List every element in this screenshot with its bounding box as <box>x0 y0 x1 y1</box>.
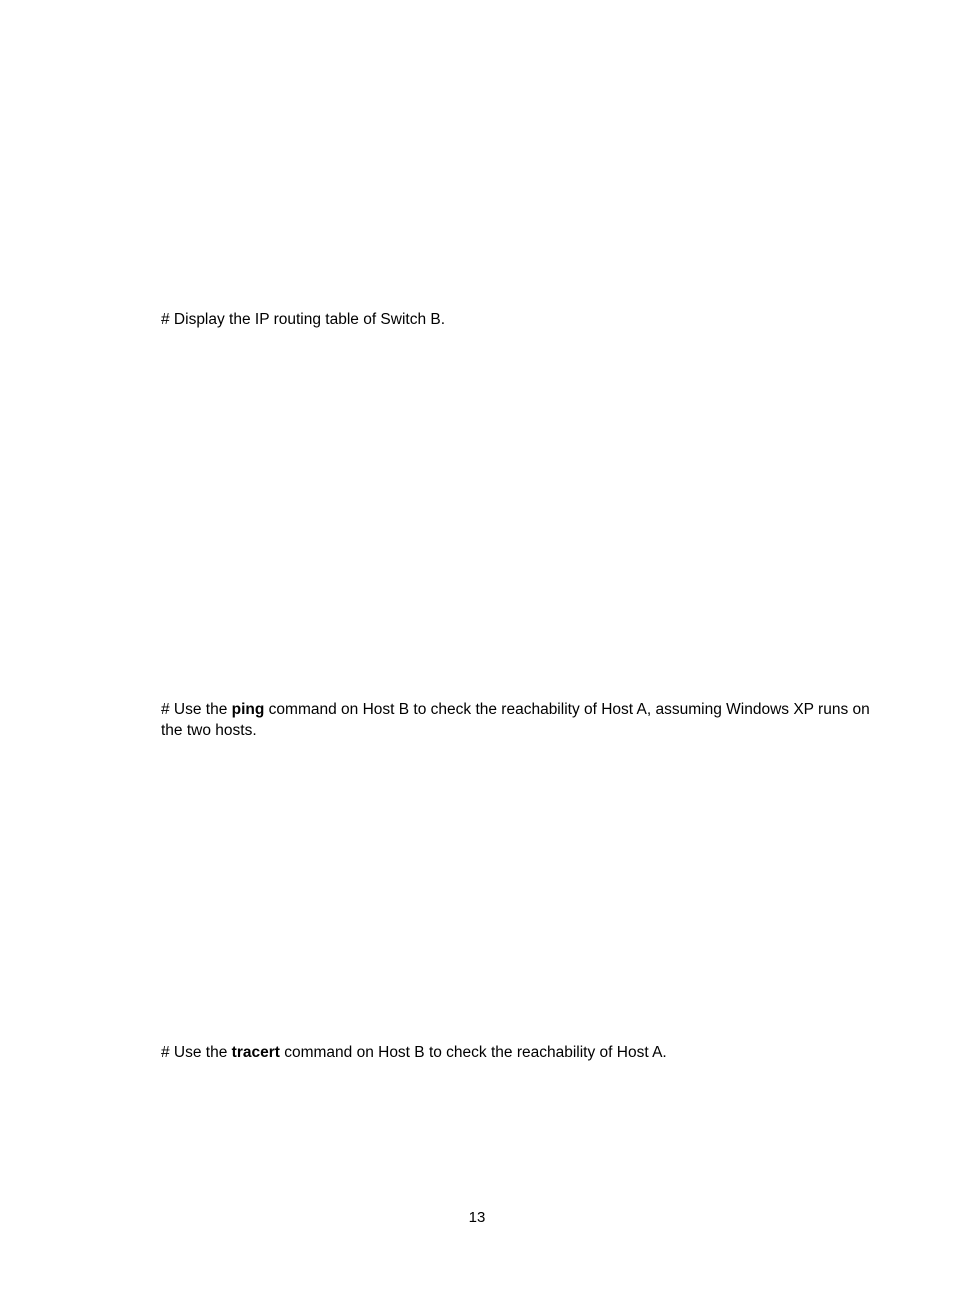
instruction-prefix: # Use the <box>161 701 232 718</box>
command-name-tracert: tracert <box>231 1044 280 1061</box>
instruction-suffix: command on Host B to check the reachability of Host A, assuming Windows XP runs on the two hosts. <box>161 701 870 739</box>
page-number: 13 <box>468 1209 486 1226</box>
instruction-prefix: # Use the <box>161 1044 232 1061</box>
instruction-tracert <box>161 1042 873 1063</box>
command-name-ping: ping <box>231 701 265 718</box>
instruction-ping <box>161 699 873 741</box>
instruction-suffix: command on Host B to check the reachability of Host A. <box>279 1044 667 1061</box>
instruction-text: # Display the IP routing table of Switch B. <box>161 311 446 328</box>
instruction-display-routing-table <box>161 309 873 330</box>
